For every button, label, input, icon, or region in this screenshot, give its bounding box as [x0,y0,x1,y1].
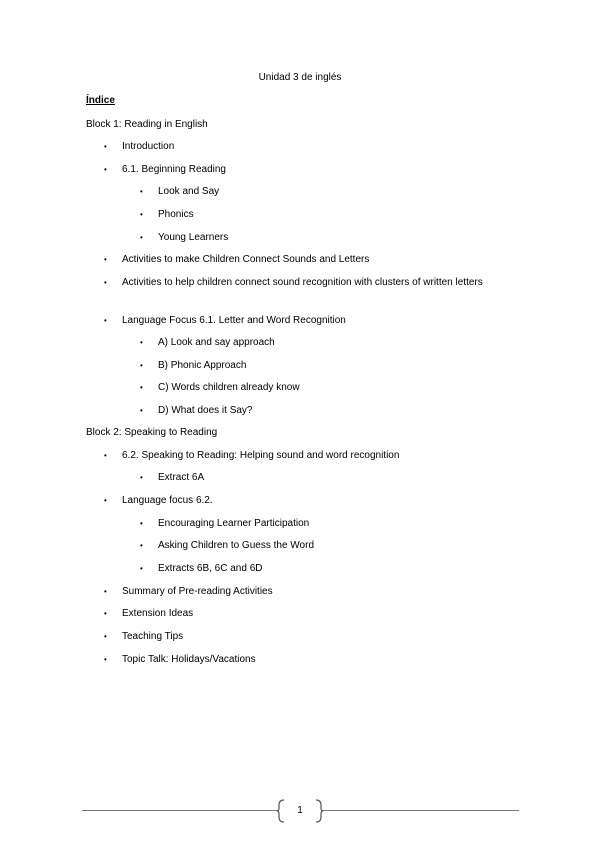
bullet-icon: • [104,316,107,325]
toc-item: Topic Talk: Holidays/Vacations [122,654,256,665]
document-title: Unidad 3 de inglés [258,72,342,83]
bullet-icon: • [140,383,143,392]
bullet-icon: • [140,233,143,242]
bullet-icon: • [140,338,143,347]
page-number: 1 [297,805,303,816]
toc-item: Teaching Tips [122,631,184,642]
footer-rule-left [82,810,278,811]
toc-item: 6.2. Speaking to Reading: Helping sound and word recognition [122,450,400,461]
bullet-icon: • [104,609,107,618]
toc-item: Summary of Pre-reading Activities [122,586,273,597]
toc-item: Language Focus 6.1. Letter and Word Recognition [122,315,346,326]
bullet-icon: • [140,519,143,528]
bullet-icon: • [104,655,107,664]
toc-subitem: Look and Say [158,186,220,197]
bullet-icon: • [140,361,143,370]
toc-item: Activities to make Children Connect Sounds and Letters [122,254,370,265]
toc-item: 6.1. Beginning Reading [122,164,226,175]
toc-subitem: B) Phonic Approach [158,360,247,371]
footer-rule-right [322,810,519,811]
bullet-icon: • [104,587,107,596]
toc-subitem: Phonics [158,209,194,220]
bullet-icon: • [104,255,107,264]
toc-item: Extension Ideas [122,608,194,619]
toc-subitem: Young Learners [158,232,229,243]
index-heading: Índice [86,95,115,106]
bullet-icon: • [140,187,143,196]
left-brace-icon [276,799,286,823]
bullet-icon: • [140,473,143,482]
right-brace-icon [314,799,324,823]
toc-subitem: Extract 6A [158,472,205,483]
bullet-icon: • [140,564,143,573]
toc-subitem: C) Words children already know [158,382,300,393]
bullet-icon: • [104,632,107,641]
bullet-icon: • [104,496,107,505]
bullet-icon: • [104,278,107,287]
toc-item: Introduction [122,141,175,152]
toc-item: Activities to help children connect sound recognition with clusters of written letters [122,277,483,288]
block-2-label: Block 2: Speaking to Reading [86,427,218,438]
bullet-icon: • [140,406,143,415]
toc-subitem: Asking Children to Guess the Word [158,540,315,551]
toc-subitem: D) What does it Say? [158,405,253,416]
bullet-icon: • [104,165,107,174]
bullet-icon: • [104,451,107,460]
bullet-icon: • [104,142,107,151]
bullet-icon: • [140,210,143,219]
block-1-label: Block 1: Reading in English [86,119,208,130]
toc-subitem: A) Look and say approach [158,337,275,348]
bullet-icon: • [140,541,143,550]
toc-subitem: Extracts 6B, 6C and 6D [158,563,263,574]
toc-subitem: Encouraging Learner Participation [158,518,310,529]
toc-item: Language focus 6.2. [122,495,213,506]
